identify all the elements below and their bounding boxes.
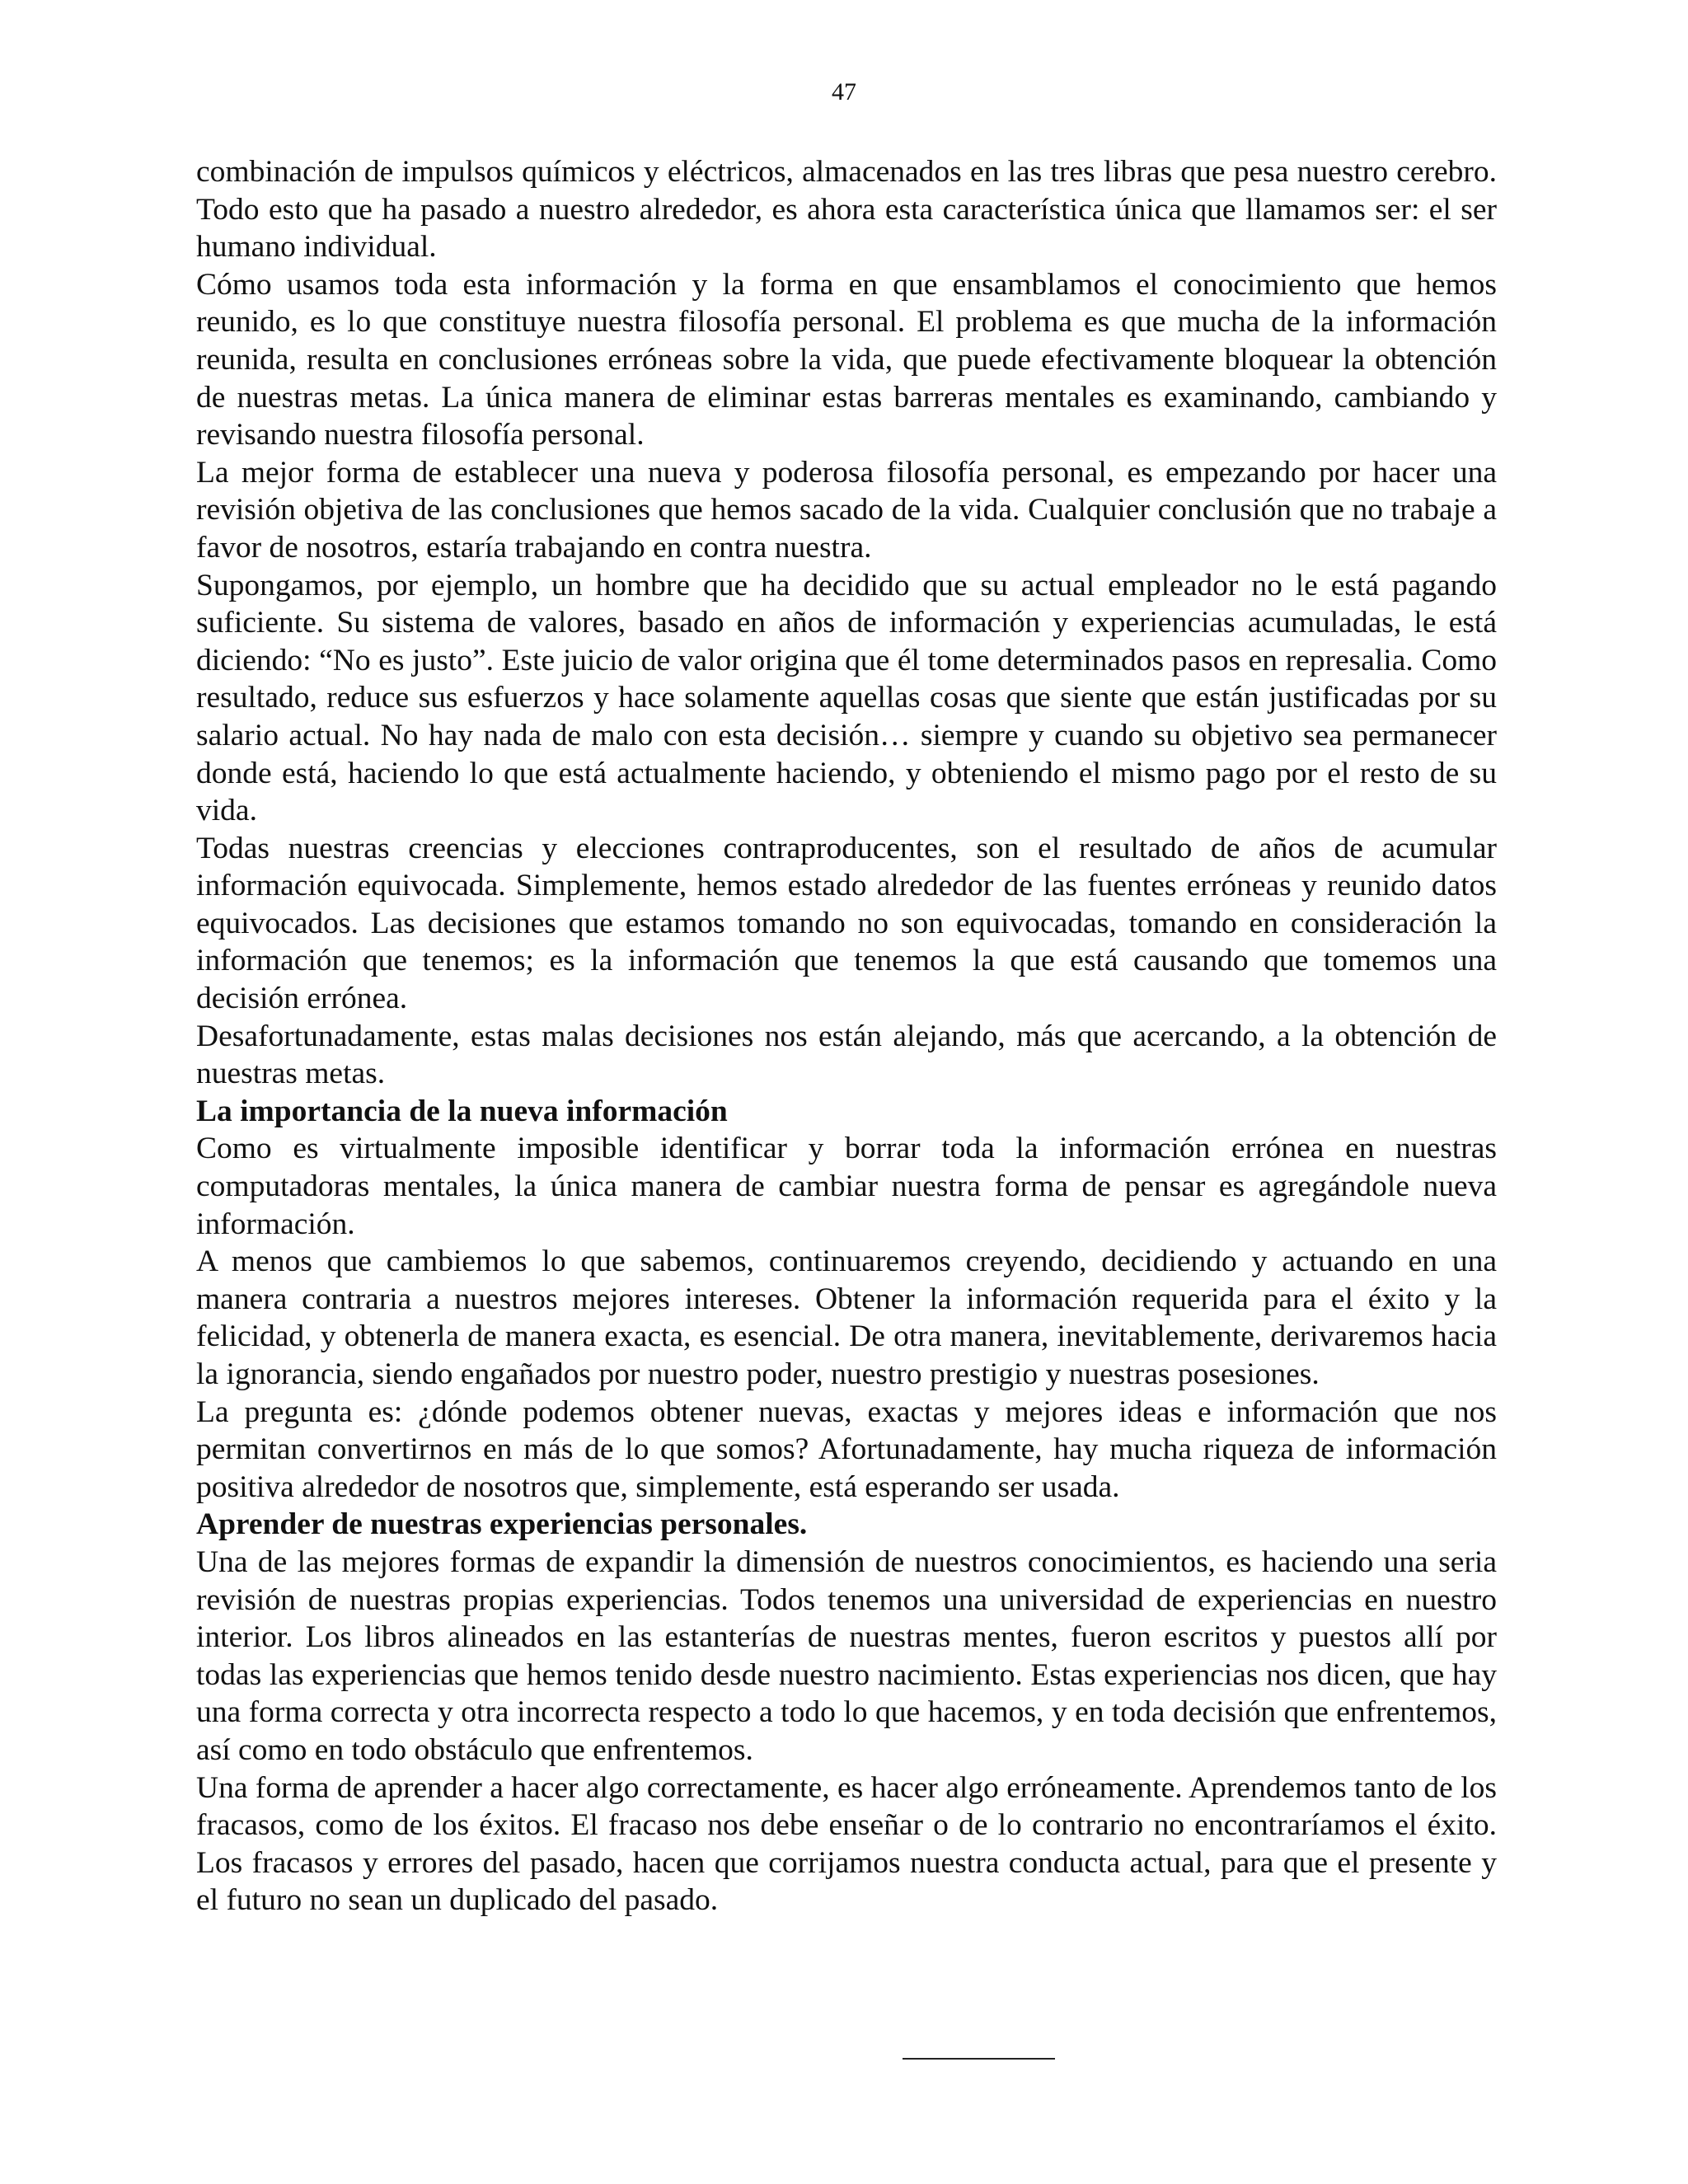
section-heading: La importancia de la nueva información bbox=[196, 1094, 728, 1128]
paragraph: Desafortunadamente, estas malas decisiones nos están alejando, más que acercando, a la obtención de nuestras metas. bbox=[196, 1019, 1497, 1091]
page-body bbox=[196, 153, 1497, 1919]
paragraph: A menos que cambiemos lo que sabemos, continuaremos creyendo, decidiendo y actuando en una manera contraria a nuestros mejores intereses. Obtener la información requerida para el éxito y la felicidad, y obtenerla de manera exacta, es esencial. De otra manera, inevitablemente, derivaremos hacia la ignorancia, siendo engañados por nuestro poder, nuestro prestigio y nuestras posesiones. bbox=[196, 1244, 1497, 1391]
paragraph: La pregunta es: ¿dónde podemos obtener nuevas, exactas y mejores ideas e información que nos permitan convertirnos en más de lo que somos? Afortunadamente, hay mucha riqueza de información positiva alrededor de nosotros que, simplemente, está esperando ser usada. bbox=[196, 1394, 1497, 1504]
paragraph: Supongamos, por ejemplo, un hombre que ha decidido que su actual empleador no le está pagando suficiente. Su sistema de valores, basado en años de información y experiencias acumuladas, le está diciendo: “No es justo”. Este juicio de valor origina que él tome determinados pasos en represalia. Como resultado, reduce sus esfuerzos y hace solamente aquellas cosas que siente que están justificadas por su salario actual. No hay nada de malo con esta decisión… siempre y cuando su objetivo sea permanecer donde está, haciendo lo que está actualmente haciendo, y obteniendo el mismo pago por el resto de su vida. bbox=[196, 568, 1497, 828]
paragraph: Cómo usamos toda esta información y la forma en que ensamblamos el conocimiento que hemos reunido, es lo que constituye nuestra filosofía personal. El problema es que mucha de la información reunida, resulta en conclusiones erróneas sobre la vida, que puede efectivamente bloquear la obtención de nuestras metas. La única manera de eliminar estas barreras mentales es examinando, cambiando y revisando nuestra filosofía personal. bbox=[196, 267, 1497, 452]
paragraph: La mejor forma de establecer una nueva y poderosa filosofía personal, es empezando por hacer una revisión objetiva de las conclusiones que hemos sacado de la vida. Cualquier conclusión que no trabaje a favor de nosotros, estaría trabajando en contra nuestra. bbox=[196, 455, 1497, 565]
footnote-separator bbox=[903, 2058, 1055, 2060]
paragraph: Una de las mejores formas de expandir la dimensión de nuestros conocimientos, es haciendo una seria revisión de nuestras propias experiencias. Todos tenemos una universidad de experiencias en nuestro interior. Los libros alineados en las estanterías de nuestras mentes, fueron escritos y puestos allí por todas las experiencias que hemos tenido desde nuestro nacimiento. Estas experiencias nos dicen, que hay una forma correcta y otra incorrecta respecto a todo lo que hacemos, y en toda decisión que enfrentemos, así como en todo obstáculo que enfrentemos. bbox=[196, 1544, 1497, 1767]
paragraph: Una forma de aprender a hacer algo correctamente, es hacer algo erróneamente. Aprendemos tanto de los fracasos, como de los éxitos. El fracaso nos debe enseñar o de lo contrario no encontraríamos el éxito. Los fracasos y errores del pasado, hacen que corrijamos nuestra conducta actual, para que el presente y el futuro no sean un duplicado del pasado. bbox=[196, 1770, 1497, 1918]
paragraph: Como es virtualmente imposible identificar y borrar toda la información errónea en nuestras computadoras mentales, la única manera de cambiar nuestra forma de pensar es agregándole nueva información. bbox=[196, 1132, 1497, 1241]
paragraph: combinación de impulsos químicos y eléctricos, almacenados en las tres libras que pesa nuestro cerebro. Todo esto que ha pasado a nuestro alrededor, es ahora esta característica única que llamamos ser: el ser humano individual. bbox=[196, 155, 1497, 265]
section-heading: Aprender de nuestras experiencias personales. bbox=[196, 1507, 808, 1542]
paragraph: Todas nuestras creencias y elecciones contraproducentes, son el resultado de años de acumular información equivocada. Simplemente, hemos estado alrededor de las fuentes erróneas y reunido datos equivocados. Las decisiones que estamos tomando no son equivocadas, tomando en consideración la información que tenemos; es la información que tenemos la que está causando que tomemos una decisión errónea. bbox=[196, 831, 1497, 1016]
page-number: 47 bbox=[832, 78, 856, 105]
